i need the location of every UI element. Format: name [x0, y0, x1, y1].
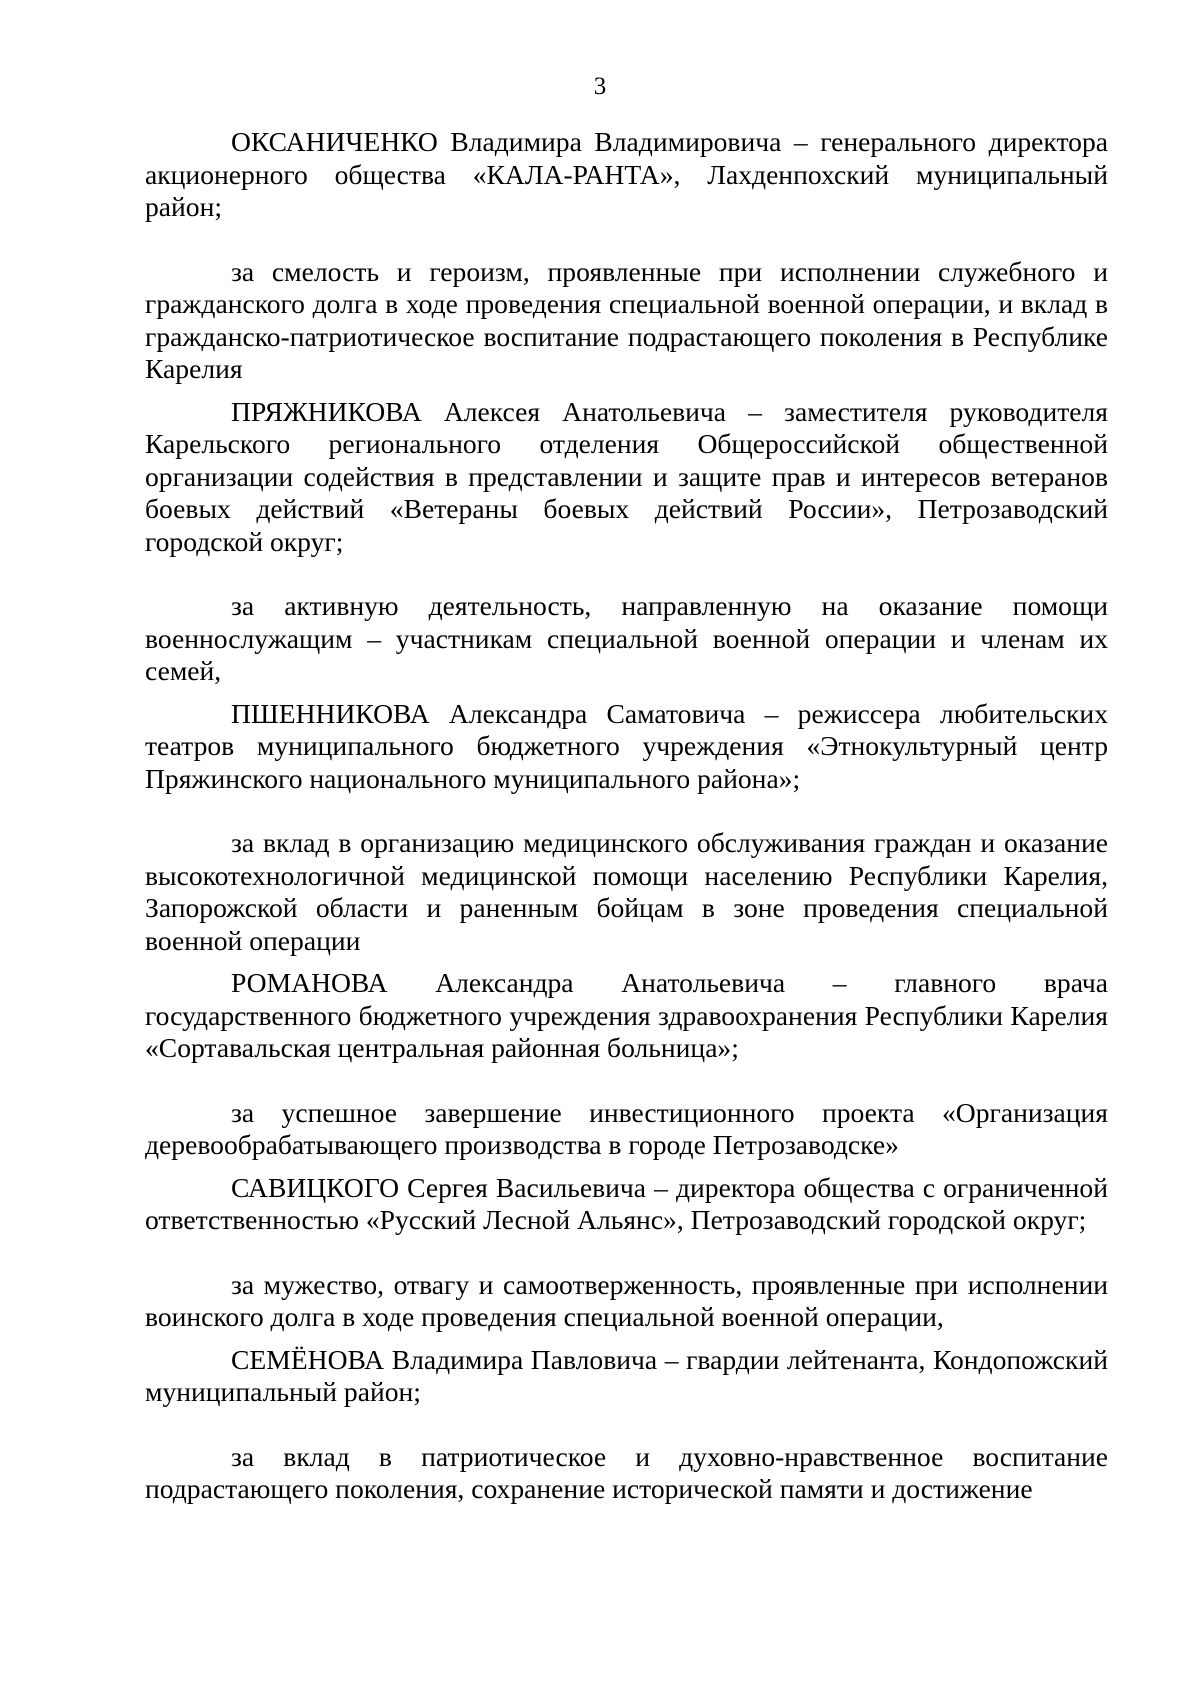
- page-number: 3: [593, 73, 607, 100]
- award-reason-paragraph: за успешное завершение инвестиционного проекта «Организация деревообрабатывающего производства в городе Петрозаводске»: [145, 1096, 1108, 1160]
- award-recipient-paragraph: ПРЯЖНИКОВА Алексея Анатольевича – заместителя руководителя Карельского регионального отделения Общероссийской общественной организации содействия в представлении и защите прав и интересов ветеранов боевых действий «Ветераны боевых действий России», Петрозаводский городской округ;: [145, 395, 1108, 557]
- award-reason-paragraph: за вклад в организацию медицинского обслуживания граждан и оказание высокотехнологичной медицинской помощи населению Республики Карелия, Запорожской области и раненным бойцам в зоне проведения специальной военной операции: [145, 827, 1108, 956]
- award-recipient-paragraph: ПШЕННИКОВА Александра Саматовича – режиссера любительских театров муниципального бюджетного учреждения «Этнокультурный центр Пряжинского национального муниципального района»;: [145, 697, 1108, 794]
- award-recipient-paragraph: ОКСАНИЧЕНКО Владимира Владимировича – генерального директора акционерного общества «КАЛА-РАНТА», Лахденпохский муниципальный район;: [145, 126, 1108, 222]
- award-recipient-paragraph: СЕМЁНОВА Владимира Павловича – гвардии лейтенанта, Кондопожский муниципальный район;: [145, 1343, 1108, 1407]
- award-reason-paragraph: за вклад в патриотическое и духовно-нравственное воспитание подрастающего поколения, сохранение исторической памяти и достижение: [145, 1440, 1108, 1504]
- document-body: [145, 126, 1108, 1506]
- award-recipient-paragraph: РОМАНОВА Александра Анатольевича – главного врача государственного бюджетного учреждения здравоохранения Республики Карелия «Сортавальская центральная районная больница»;: [145, 967, 1108, 1063]
- award-reason-paragraph: за смелость и героизм, проявленные при исполнении служебного и гражданского долга в ходе проведения специальной военной операции, и вклад в гражданско-патриотическое воспитание подрастающего поколения в Республике Карелия: [145, 255, 1108, 384]
- award-reason-paragraph: за активную деятельность, направленную на оказание помощи военнослужащим – участникам специальной военной операции и членам их семей,: [145, 590, 1108, 686]
- award-recipient-paragraph: САВИЦКОГО Сергея Васильевича – директора общества с ограниченной ответственностью «Русский Лесной Альянс», Петрозаводский городской округ;: [145, 1171, 1108, 1235]
- award-reason-paragraph: за мужество, отвагу и самоотверженность, проявленные при исполнении воинского долга в ходе проведения специальной военной операции,: [145, 1268, 1108, 1332]
